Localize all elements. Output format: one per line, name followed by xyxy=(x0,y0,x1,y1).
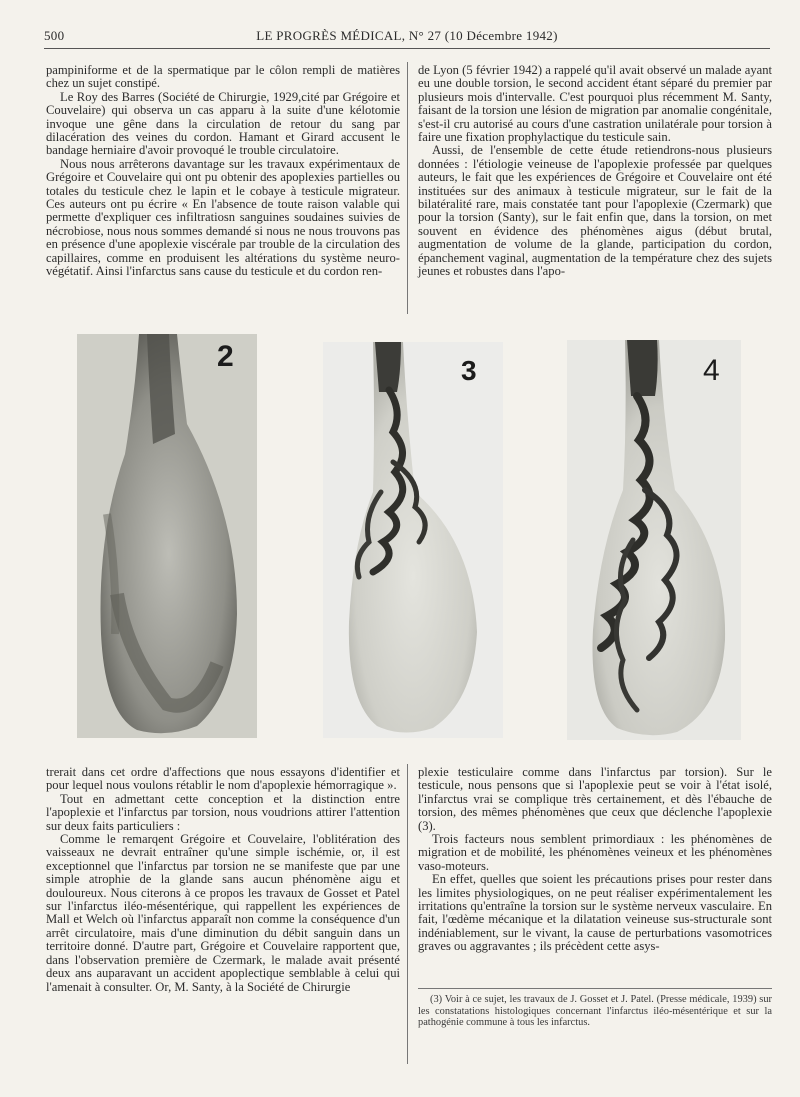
paragraph: Comme le remarqent Grégoire et Couvelaire, l'oblitération des vaisseaux ne devrait entraîner qu'une simple ischémie, or, il est exceptionnel que l'infarctus par torsion ne se manifeste que par une simple atrophie de la glande sans aucun phénomène aigu et douloureux. Nous citerons à ce propos les travaux de Gosset et Patel sur l'infarctus iléo-mésentérique, qui rappellent les expériences de Mall et Welch où l'infarctus apparaît non comme la conséquence d'un arrêt circulatoire, mais d'une diminution du débit sanguin dans un territoire donné. D'autre part, Grégoire et Couvelaire rapportent que, dans l'observation première de Czermark, le malade avait présenté deux ans auparavant un accident apoplectique semblable à celui qui l'amenait à consulter. Or, M. Santy, à la Société de Chirurgie xyxy=(46,832,400,994)
radiograph-image-4 xyxy=(567,340,741,740)
text-column-top-left xyxy=(46,64,400,279)
figure-3 xyxy=(323,342,503,738)
figure-2 xyxy=(77,334,257,738)
figure-label-4: 4 xyxy=(703,354,720,387)
column-divider-top xyxy=(407,62,408,314)
radiograph-image-2 xyxy=(77,334,257,738)
paragraph: Le Roy des Barres (Société de Chirurgie, 1929,cité par Grégoire et Couvelaire) qui observa un cas apparu à la suite d'une kélotomie invoque une gêne dans la circulation de retour du sang par dilacération des veines du cordon. Hamant et Girard accusent le bandage herniaire d'avoir provoqué le trouble circulatoire. xyxy=(46,89,400,158)
figure-4 xyxy=(567,340,741,740)
text-column-bottom-left xyxy=(46,766,400,994)
paragraph: En effet, quelles que soient les précautions prises pour rester dans les limites physiologiques, on ne peut réaliser expérimentalement les irritations qu'entraîne la torsion sur le système nerveux vasculaire. En fait, l'œdème mécanique et la dilatation veineuse sus-structurale sont indéniablement, sur le vivant, la cause de perturbations vasomotrices graves ou aggravantes ; ils précèdent cette asys- xyxy=(418,872,772,954)
paragraph: Nous nous arrêterons davantage sur les travaux expérimentaux de Grégoire et Couvelaire qui ont pu obtenir des apoplexies partielles ou totales du testicule chez le lapin et le cobaye à testicule migrateur. Ces auteurs ont pu écrire « En l'absence de toute raison valable qui permette d'expliquer ces infiltratiosn sanguines soudaines suivies de nécrobiose, nous nous sommes demandé si nous ne nous trouvons pas en présence d'une apoplexie viscérale par trouble de la circulation des capillaires, comme en produisent les altérations du système neuro-végétatif. Ainsi l'infarctus sans cause du testicule et du cordon ren- xyxy=(46,156,400,279)
paragraph: Aussi, de l'ensemble de cette étude retiendrons-nous plusieurs données : l'étiologie veineuse de l'apoplexie professée par quelques auteurs, le fait que les expériences de Grégoire et Couvelaire ont été instituées sur des animaux à testicule migrateur, sur le fait de la bilatéralité rare, mais constatée tant pour l'apoplexie (Czermark) que pour la torsion (Santy), sur le fait enfin que, dans la torsion, on met souvent en évidence des phénomènes aigus (début brutal, augmentation de volume de la glande, participation du cordon, épanchement vaginal, augmentation de la température chez des sujets jeunes et robustes dans l'apo- xyxy=(418,143,772,279)
text-column-bottom-right xyxy=(418,766,772,954)
paragraph: plexie testiculaire comme dans l'infarctus par torsion). Sur le testicule, nous pensons que si l'apoplexie peut se voir à l'état isolé, l'infarctus vrai se complique très certainement, et dès l'ébauche de torsion, des mêmes phénomènes que ceux que déclenche l'apoplexie (3). xyxy=(418,765,772,833)
column-divider-bottom xyxy=(407,764,408,1064)
figure-row xyxy=(0,330,800,750)
footnote-text: (3) Voir à ce sujet, les travaux de J. Gosset et J. Patel. (Presse médicale, 1939) sur les constatations histologiques concernant l'infarctus iléo-mésentérique et sur la pathogénie commune à tous les infarctus. xyxy=(418,994,772,1029)
figure-label-3: 3 xyxy=(461,355,477,386)
running-header xyxy=(44,26,770,49)
radiograph-image-3 xyxy=(323,342,503,738)
paragraph: de Lyon (5 février 1942) a rappelé qu'il avait observé un malade ayant eu une double torsion, le second accident étant séparé du premier par plusieurs mois d'intervalle. C'est pourquoi plus récemment M. Santy, faisant de la torsion une lésion de migration par anomalie congénitale, s'est-il cru autorisé au cours d'une castration unilatérale pour torsion à faire une fixation prophylactique du testicule sain. xyxy=(418,63,772,145)
text-column-top-right xyxy=(418,64,772,279)
figure-label-2: 2 xyxy=(217,340,234,373)
paragraph: Tout en admettant cette conception et la distinction entre l'apoplexie et l'infarctus par torsion, nous voudrions attirer l'attention sur deux faits particuliers : xyxy=(46,791,400,833)
paragraph: pampiniforme et de la spermatique par le côlon rempli de matières chez un sujet constipé. xyxy=(46,63,400,91)
paragraph: trerait dans cet ordre d'affections que nous essayons d'identifier et pour lequel nous voulons rétablir le nom d'apoplexie hémorragique ». xyxy=(46,765,400,793)
paragraph: Trois facteurs nous semblent primordiaux : les phénomènes de migration et de mobilité, les phénomènes veineux et les phénomènes vaso-moteurs. xyxy=(418,832,772,873)
journal-title: LE PROGRÈS MÉDICAL, N° 27 (10 Décembre 1942) xyxy=(256,28,558,43)
page-number: 500 xyxy=(44,28,65,43)
footnote xyxy=(418,988,772,1029)
